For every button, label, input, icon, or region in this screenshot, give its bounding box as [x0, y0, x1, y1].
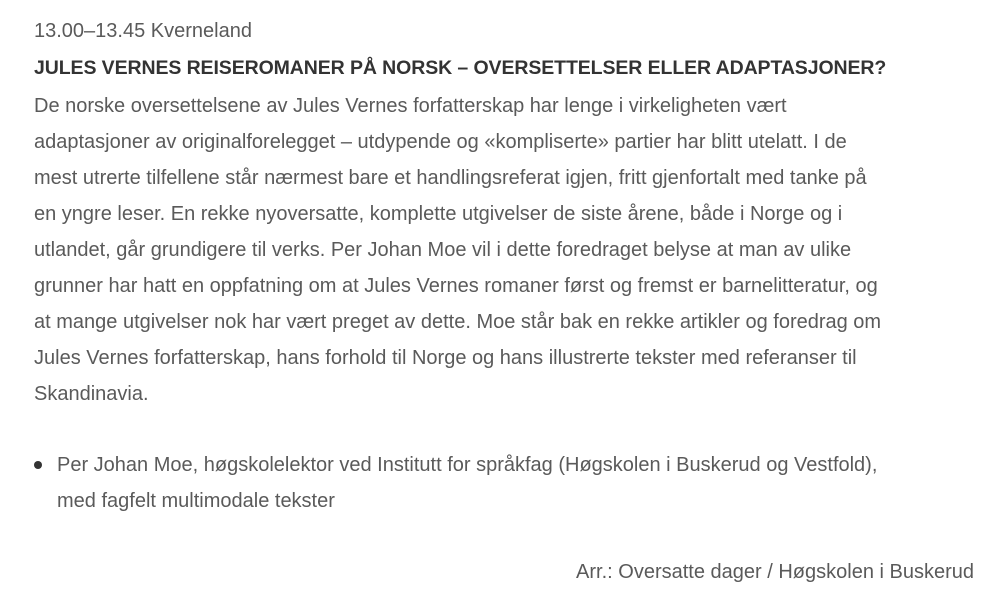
- speaker-line: med fagfelt multimodale tekster: [57, 490, 335, 512]
- description-line: grunner har hatt en oppfatning om at Jules Vernes romaner først og fremst er barnelitteratur, og: [34, 275, 878, 297]
- description-line: Skandinavia.: [34, 383, 149, 405]
- speaker-item: [34, 447, 974, 519]
- description-line: at mange utgivelser nok har vært preget av dette. Moe står bak en rekke artikler og foredrag om: [34, 311, 882, 333]
- speaker-list: [34, 447, 974, 519]
- description-line: Jules Vernes forfatterskap, hans forhold til Norge og hans illustrerte tekster med referanser til: [34, 347, 857, 369]
- event-description: [34, 88, 974, 412]
- speaker-line: Per Johan Moe, høgskolelektor ved Institutt for språkfag (Høgskolen i Buskerud og Vestfold),: [57, 454, 878, 476]
- description-line: utlandet, går grundigere til verks. Per Johan Moe vil i dette foredraget belyse at man av ulike: [34, 239, 852, 261]
- organizer-credit: Arr.: Oversatte dager / Høgskolen i Buskerud: [576, 561, 974, 583]
- description-line: en yngre leser. En rekke nyoversatte, komplette utgivelser de siste årene, både i Norge og i: [34, 203, 843, 225]
- description-line: mest utrerte tilfellene står nærmest bare et handlingsreferat igjen, fritt gjenfortalt med tanke på: [34, 167, 867, 189]
- bullet-icon: [34, 461, 42, 469]
- description-line: adaptasjoner av originalforelegget – utdypende og «kompliserte» partier har blitt utelatt. I de: [34, 131, 847, 153]
- description-line: De norske oversettelsene av Jules Vernes forfatterskap har lenge i virkeligheten vært: [34, 95, 787, 117]
- event-title: JULES VERNES REISEROMANER PÅ NORSK – OVERSETTELSER ELLER ADAPTASJONER?: [34, 57, 887, 79]
- event-time-location: 13.00–13.45 Kverneland: [34, 20, 252, 42]
